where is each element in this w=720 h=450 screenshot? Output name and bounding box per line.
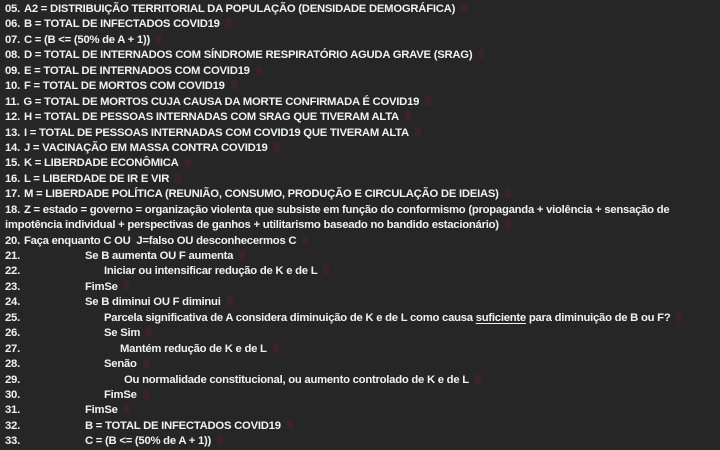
paragraph-mark-icon [415,127,421,136]
line-number: 06. [5,18,20,31]
paragraph-mark-icon [124,405,130,414]
text-segment: Se B diminui OU F diminui [85,296,221,309]
text-segment: Ou normalidade constitucional, ou aumento controlado de K e de L [124,373,469,386]
paragraph-mark-icon [425,96,431,105]
line-text [124,373,481,389]
line-number: 14. [5,141,20,154]
paragraph-mark-icon [175,173,181,182]
paragraph-mark-icon [405,112,411,121]
doc-line [0,203,720,218]
paragraph-mark-icon [676,312,682,321]
document-rows [0,2,720,450]
doc-line [0,64,720,79]
paragraph-mark-icon [302,235,308,244]
text-segment: C = (B <= (50% de A + 1)) [85,435,212,448]
paragraph-mark-icon [274,142,280,151]
line-number: 23. [5,280,20,293]
line-number: 22. [5,265,20,278]
text-segment: Iniciar ou intensificar redução de K e de L [104,265,318,278]
line-text [24,173,181,185]
line-number: 26. [5,327,20,340]
underlined-text: suficiente [475,311,526,324]
text-segment: G = TOTAL DE MORTOS CUJA CAUSA DA MORTE CONFIRMADA É COVID19 [23,95,420,108]
line-text [5,219,511,231]
line-number: 16. [5,172,20,185]
line-number: 18. [5,203,20,216]
doc-line [0,172,720,187]
line-number: 17. [5,188,20,201]
line-text [24,111,411,123]
text-segment: Senão [104,358,137,371]
line-text [85,419,293,435]
paragraph-mark-icon [227,297,233,306]
paragraph-mark-icon [124,281,130,290]
text-segment: Faça enquanto C OU J=falso OU desconhecermos C [23,234,297,247]
line-number: 31. [5,404,20,417]
line-text [85,295,233,311]
text-segment: F = TOTAL DE MORTOS COM COVID19 [23,80,225,93]
doc-line [0,156,720,171]
doc-line [0,249,720,264]
line-text [24,34,162,46]
text-segment: A2 = DISTRIBUIÇÃO TERRITORIAL DA POPULAÇÃO (DENSIDADE DEMOGRÁFICA) [23,3,456,15]
line-number: 27. [5,342,20,355]
line-text [24,142,280,154]
text-segment: Parcela significativa de A considera diminuição de K e de L como causa [104,311,476,324]
paragraph-mark-icon [505,220,511,229]
text-segment: Mantém redução de K e de L [120,342,267,355]
line-text [24,157,191,169]
text-segment: B = TOTAL DE INFECTADOS COVID19 [85,419,281,432]
paragraph-mark-icon [146,328,152,337]
text-segment: K = LIBERDADE ECONÔMICA [23,157,179,170]
text-segment: I = TOTAL DE PESSOAS INTERNADAS COM COVID19 QUE TIVERAM ALTA [23,126,409,139]
line-text [24,3,467,15]
paragraph-mark-icon [185,158,191,167]
doc-line [0,295,720,310]
paragraph-mark-icon [478,50,484,59]
line-text [85,434,223,450]
line-number: 08. [5,49,20,62]
text-segment: Z = estado = governo = organização violenta que subsiste em função do conformismo (propaganda + violência + sensação de [23,203,670,216]
line-text [24,127,421,139]
doc-line [0,342,720,357]
paragraph-mark-icon [475,374,481,383]
doc-line [0,264,720,279]
line-number: 11. [5,95,20,108]
line-number: 10. [5,80,20,93]
text-segment: FimSe [85,280,118,293]
doc-line [0,388,720,403]
text-segment: E = TOTAL DE INTERNADOS COM COVID19 [23,64,250,77]
line-text [85,280,130,296]
line-text [24,188,511,200]
doc-line [0,403,720,418]
line-text [104,264,329,280]
doc-line [0,280,720,295]
line-text [24,235,308,247]
doc-line [0,187,720,202]
doc-line [0,95,720,110]
paragraph-mark-icon [239,251,245,260]
paragraph-mark-icon [226,19,232,28]
line-number: 30. [5,388,20,401]
doc-line [0,357,720,372]
text-segment: B = TOTAL DE INFECTADOS COVID19 [23,18,220,31]
line-number: 24. [5,296,20,309]
line-text [24,80,237,92]
line-text [85,403,130,419]
paragraph-mark-icon [287,420,293,429]
line-text [24,65,262,77]
line-text [120,342,279,358]
doc-line [0,33,720,48]
doc-line [0,79,720,94]
text-segment: impotência individual + perspectivas de ganhos + utilitarismo baseado no bandido estacionário) [5,219,499,232]
line-number: 20. [5,234,20,247]
text-segment: D = TOTAL DE INTERNADOS COM SÍNDROME RESPIRATÓRIO AGUDA GRAVE (SRAG) [23,49,473,62]
paragraph-mark-icon [256,65,262,74]
text-segment: C = (B <= (50% de A + 1)) [23,33,150,46]
text-segment: Se B aumenta OU F aumenta [85,250,234,262]
line-number: 15. [5,157,20,170]
line-number: 13. [5,126,20,139]
paragraph-mark-icon [231,81,237,90]
paragraph-mark-icon [217,436,223,445]
line-text [104,357,149,373]
line-number: 07. [5,33,20,46]
line-number: 28. [5,358,20,371]
line-text [104,388,149,404]
paragraph-mark-icon [143,359,149,368]
line-text [85,249,245,265]
doc-line [0,2,720,17]
text-segment: H = TOTAL DE PESSOAS INTERNADAS COM SRAG QUE TIVERAM ALTA [23,111,399,124]
paragraph-mark-icon [505,189,511,198]
paragraph-mark-icon [143,389,149,398]
doc-line [0,126,720,141]
paragraph-mark-icon [273,343,279,352]
doc-line [0,234,720,249]
paragraph-mark-icon [323,266,329,275]
line-text [24,49,484,61]
text-segment: L = LIBERDADE DE IR E VIR [23,172,170,185]
doc-line [0,141,720,156]
line-text [24,204,669,216]
line-number: 32. [5,419,20,432]
line-number: 29. [5,373,20,386]
doc-line [0,17,720,32]
line-text [104,326,152,342]
doc-line [0,311,720,326]
line-number: 09. [5,64,20,77]
text-segment: J = VACINAÇÃO EM MASSA CONTRA COVID19 [23,141,268,154]
doc-line [0,218,720,233]
line-number: 21. [5,250,20,262]
text-segment: FimSe [85,404,118,417]
doc-line [0,373,720,388]
line-number: 05. [5,3,20,15]
paragraph-mark-icon [461,4,467,13]
line-number: 12. [5,111,20,124]
paragraph-mark-icon [156,34,162,43]
doc-line [0,419,720,434]
line-number: 33. [5,435,20,448]
text-segment: para diminuição de B ou F? [525,311,671,324]
line-text [24,18,232,30]
line-text [104,311,682,327]
text-segment: FimSe [104,388,137,401]
doc-line [0,48,720,63]
line-text [23,96,431,108]
text-segment: Se Sim [104,327,141,340]
line-number: 25. [5,311,20,324]
doc-line [0,326,720,341]
text-segment: M = LIBERDADE POLÍTICA (REUNIÃO, CONSUMO, PRODUÇÃO E CIRCULAÇÃO DE IDEIAS) [23,188,499,201]
doc-line [0,110,720,125]
doc-line [0,434,720,449]
